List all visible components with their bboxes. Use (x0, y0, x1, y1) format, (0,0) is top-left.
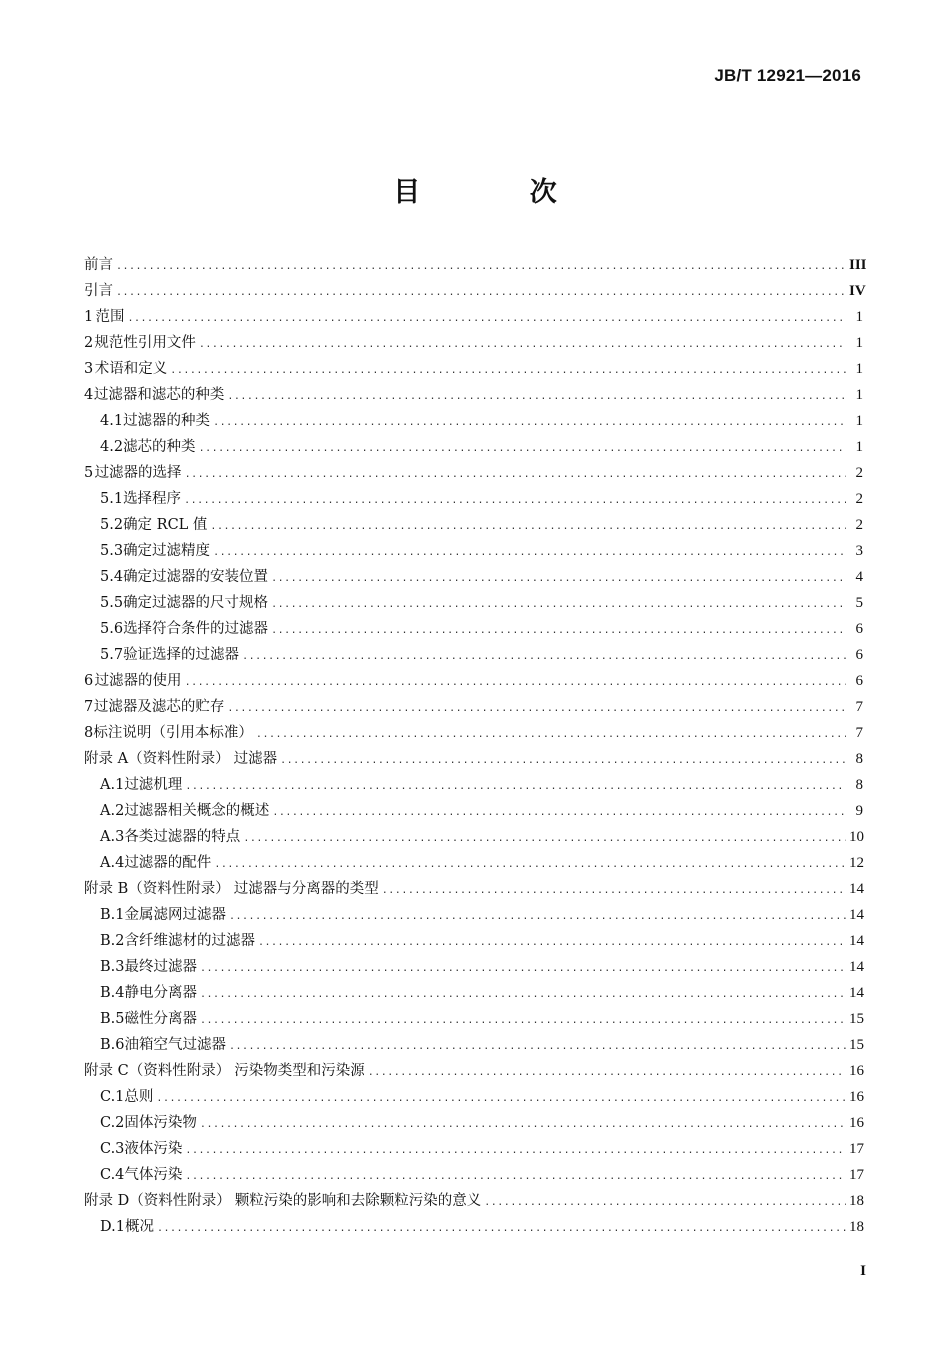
dot-leader (200, 1112, 846, 1138)
toc-entry-number: 5.5 (100, 595, 124, 611)
toc-entry-label: 过滤机理 (124, 777, 183, 793)
toc-entry[interactable] (84, 642, 863, 668)
dot-leader (272, 800, 846, 826)
dot-leader (116, 280, 846, 306)
dot-leader (229, 904, 846, 930)
toc-entry-page: 8 (855, 751, 863, 767)
dot-leader (271, 566, 846, 592)
dot-leader (185, 462, 846, 488)
toc-entry[interactable] (84, 850, 863, 876)
toc-entry[interactable] (84, 252, 867, 278)
toc-entry-page: 7 (855, 725, 863, 741)
toc-entry-page: 14 (849, 907, 864, 923)
toc-entry-label: 磁性分离器 (124, 1011, 197, 1027)
toc-entry-label: 标注说明（引用本标准） (93, 725, 253, 741)
dot-leader (227, 696, 846, 722)
toc-entry-number: 4 (84, 387, 94, 403)
toc-entry-label: 过滤器的选择 (94, 465, 182, 481)
toc-entry-label: 过滤器相关概念的概述 (124, 803, 270, 819)
toc-entry-page: 5 (855, 595, 863, 611)
toc-entry[interactable] (84, 590, 863, 616)
toc-entry-page: 10 (849, 829, 864, 845)
toc-entry[interactable] (84, 1058, 863, 1084)
toc-entry-label: 过滤器及滤芯的贮存 (93, 699, 225, 715)
toc-entry-label: 颗粒污染的影响和去除颗粒污染的意义 (234, 1193, 482, 1209)
dot-leader (258, 930, 846, 956)
toc-entry-page: 6 (855, 621, 863, 637)
dot-leader (280, 748, 846, 774)
toc-entry-label: 确定过滤精度 (123, 543, 211, 559)
dot-leader (127, 306, 846, 332)
toc-entry-number: 5.2 (100, 517, 124, 533)
toc-entry-number: 5 (84, 465, 94, 481)
toc-entry-label: 滤芯的种类 (123, 439, 196, 455)
toc-entry-label: 总则 (124, 1089, 154, 1105)
dot-leader (199, 436, 846, 462)
toc-entry-label: 确定过滤器的安装位置 (123, 569, 269, 585)
dot-leader (214, 852, 846, 878)
toc-entry-label: 固体污染物 (124, 1115, 197, 1131)
toc-entry[interactable] (84, 512, 863, 538)
toc-entry[interactable] (84, 330, 863, 356)
toc-entry[interactable] (84, 356, 863, 382)
toc-entry[interactable] (84, 486, 863, 512)
toc-entry-label: 污染物类型和污染源 (234, 1063, 365, 1079)
toc-entry-number: 附录 A（资料性附录） (84, 751, 230, 767)
toc-entry-label: 概况 (124, 1219, 154, 1235)
dot-leader (271, 592, 846, 618)
dot-leader (116, 254, 846, 280)
toc-entry-number: C.3 (100, 1141, 125, 1157)
dot-leader (200, 1008, 846, 1034)
toc-entry-number: 4.1 (100, 413, 124, 429)
toc-entry-label: 过滤器和滤芯的种类 (93, 387, 225, 403)
table-of-contents (84, 252, 867, 1240)
dot-leader (382, 878, 846, 904)
dot-leader (227, 384, 846, 410)
toc-entry[interactable] (84, 954, 863, 980)
dot-leader (185, 774, 846, 800)
toc-entry[interactable] (84, 824, 863, 850)
toc-entry-number: B.6 (100, 1037, 125, 1053)
toc-entry[interactable] (84, 746, 863, 772)
toc-entry-page: III (849, 257, 867, 273)
toc-entry[interactable] (84, 434, 863, 460)
toc-entry-number: 1 (84, 309, 94, 325)
toc-entry-page: 1 (855, 439, 863, 455)
toc-entry-page: 8 (855, 777, 863, 793)
toc-entry-page: 2 (855, 517, 863, 533)
toc-entry-label: 过滤器的种类 (123, 413, 211, 429)
toc-entry-number: 5.3 (100, 543, 124, 559)
toc-entry-page: 4 (855, 569, 863, 585)
toc-entry-label: 过滤器的使用 (94, 673, 182, 689)
toc-entry-label: 选择符合条件的过滤器 (123, 621, 269, 637)
toc-entry-label: 过滤器的配件 (124, 855, 212, 871)
toc-entry[interactable] (84, 460, 863, 486)
dot-leader (368, 1060, 846, 1086)
toc-entry-number: A.1 (100, 777, 125, 793)
toc-entry-number: C.4 (100, 1167, 125, 1183)
toc-entry-number: 6 (84, 673, 94, 689)
standard-code: JB/T 12921—2016 (714, 66, 861, 85)
toc-entry[interactable] (84, 382, 863, 408)
toc-entry[interactable] (84, 876, 863, 902)
toc-entry-label: 规范性引用文件 (94, 335, 196, 351)
toc-entry-label: 确定 RCL 值 (123, 517, 208, 533)
toc-entry-label: 确定过滤器的尺寸规格 (123, 595, 269, 611)
toc-entry[interactable] (84, 902, 863, 928)
toc-entry[interactable] (84, 616, 863, 642)
toc-entry-page: 16 (849, 1115, 864, 1131)
footer-page-number: I (860, 1263, 866, 1279)
toc-entry-number: A.4 (100, 855, 125, 871)
toc-entry-label: 过滤器与分离器的类型 (233, 881, 379, 897)
toc-entry-page: 15 (849, 1037, 864, 1053)
toc-entry-page: 1 (855, 335, 863, 351)
toc-entry-page: 7 (855, 699, 863, 715)
toc-entry-label: 过滤器 (233, 751, 278, 767)
toc-entry-number: 5.4 (100, 569, 124, 585)
toc-entry-number: 4.2 (100, 439, 124, 455)
toc-entry-page: 12 (849, 855, 864, 871)
toc-entry-label: 引言 (84, 283, 113, 299)
toc-entry-page: 2 (855, 465, 863, 481)
toc-entry-page: 17 (849, 1141, 864, 1157)
toc-entry[interactable] (84, 1110, 863, 1136)
toc-entry-number: A.3 (100, 829, 125, 845)
toc-entry-page: 1 (855, 413, 863, 429)
dot-leader (213, 540, 846, 566)
dot-leader (170, 358, 846, 384)
toc-entry[interactable] (84, 1136, 863, 1162)
dot-leader (185, 1164, 846, 1190)
toc-entry-number: 7 (84, 699, 94, 715)
toc-entry-label: 含纤维滤材的过滤器 (124, 933, 255, 949)
toc-entry[interactable] (84, 1214, 863, 1240)
toc-entry-number: 8 (84, 725, 94, 741)
toc-entry-page: 16 (849, 1063, 864, 1079)
toc-entry-page: 17 (849, 1167, 864, 1183)
toc-entry[interactable] (84, 1162, 863, 1188)
toc-entry[interactable] (84, 1032, 863, 1058)
dot-leader (256, 722, 846, 748)
toc-entry[interactable] (84, 668, 863, 694)
toc-entry-number: 2 (84, 335, 94, 351)
toc-entry-page: 18 (849, 1193, 864, 1209)
dot-leader (484, 1190, 846, 1216)
toc-entry-page: 14 (849, 985, 864, 1001)
toc-entry-page: 9 (855, 803, 863, 819)
toc-entry-page: 2 (855, 491, 863, 507)
toc-entry-page: 3 (855, 543, 863, 559)
toc-entry-page: 14 (849, 959, 864, 975)
toc-entry[interactable] (84, 1188, 863, 1214)
toc-entry-label: 最终过滤器 (124, 959, 197, 975)
toc-entry-number: B.2 (100, 933, 125, 949)
toc-entry-page: 14 (849, 933, 864, 949)
dot-leader (200, 956, 846, 982)
toc-entry-number: 5.6 (100, 621, 124, 637)
toc-entry-label: 气体污染 (124, 1167, 183, 1183)
toc-entry-page: 1 (855, 361, 863, 377)
toc-entry-number: B.1 (100, 907, 125, 923)
toc-entry-page: 14 (849, 881, 864, 897)
toc-entry-number: 附录 C（资料性附录） (84, 1063, 231, 1079)
toc-entry-label: 选择程序 (123, 491, 182, 507)
toc-entry-page: 1 (855, 387, 863, 403)
toc-entry[interactable] (84, 564, 863, 590)
toc-entry[interactable] (84, 798, 863, 824)
dot-leader (185, 670, 846, 696)
dot-leader (200, 982, 846, 1008)
toc-entry-label: 术语和定义 (94, 361, 168, 377)
dot-leader (243, 826, 846, 852)
toc-entry-number: D.1 (100, 1219, 125, 1235)
toc-entry-label: 静电分离器 (124, 985, 197, 1001)
toc-entry[interactable] (84, 1084, 863, 1110)
toc-entry-number: C.1 (100, 1089, 125, 1105)
toc-entry-number: 附录 D（资料性附录） (84, 1193, 231, 1209)
dot-leader (242, 644, 846, 670)
toc-entry-number: B.4 (100, 985, 125, 1001)
toc-entry-label: 金属滤网过滤器 (124, 907, 226, 923)
toc-entry[interactable] (84, 1006, 863, 1032)
dot-leader (157, 1216, 846, 1242)
toc-entry-label: 液体污染 (124, 1141, 183, 1157)
dot-leader (184, 488, 846, 514)
toc-entry[interactable] (84, 694, 863, 720)
toc-entry-number: 附录 B（资料性附录） (84, 881, 230, 897)
dot-leader (185, 1138, 846, 1164)
dot-leader (213, 410, 846, 436)
toc-entry-label: 验证选择的过滤器 (123, 647, 240, 663)
dot-leader (210, 514, 846, 540)
toc-entry-page: 1 (855, 309, 863, 325)
toc-entry-label: 油箱空气过滤器 (124, 1037, 226, 1053)
toc-entry-number: 5.1 (100, 491, 124, 507)
toc-entry[interactable] (84, 720, 863, 746)
toc-entry-number: A.2 (100, 803, 125, 819)
toc-entry[interactable] (84, 408, 863, 434)
toc-entry-page: 18 (849, 1219, 864, 1235)
dot-leader (199, 332, 846, 358)
toc-entry[interactable] (84, 772, 863, 798)
dot-leader (156, 1086, 846, 1112)
toc-entry-number: B.5 (100, 1011, 125, 1027)
toc-entry-number: C.2 (100, 1115, 125, 1131)
toc-entry-page: 15 (849, 1011, 864, 1027)
toc-entry-page: 6 (855, 647, 863, 663)
toc-entry[interactable] (84, 928, 863, 954)
toc-entry[interactable] (84, 538, 863, 564)
toc-entry[interactable] (84, 980, 863, 1006)
toc-entry[interactable] (84, 278, 866, 304)
toc-entry-label: 各类过滤器的特点 (124, 829, 241, 845)
toc-entry-label: 前言 (84, 257, 113, 273)
toc-entry-page: IV (849, 283, 866, 299)
toc-entry-page: 16 (849, 1089, 864, 1105)
toc-entry-number: 3 (84, 361, 94, 377)
toc-entry-label: 范围 (95, 309, 125, 325)
toc-entry-page: 6 (855, 673, 863, 689)
dot-leader (229, 1034, 846, 1060)
page-title: 目 次 (393, 177, 607, 208)
dot-leader (271, 618, 846, 644)
toc-entry-number: 5.7 (100, 647, 124, 663)
toc-entry[interactable] (84, 304, 863, 330)
toc-entry-number: B.3 (100, 959, 125, 975)
